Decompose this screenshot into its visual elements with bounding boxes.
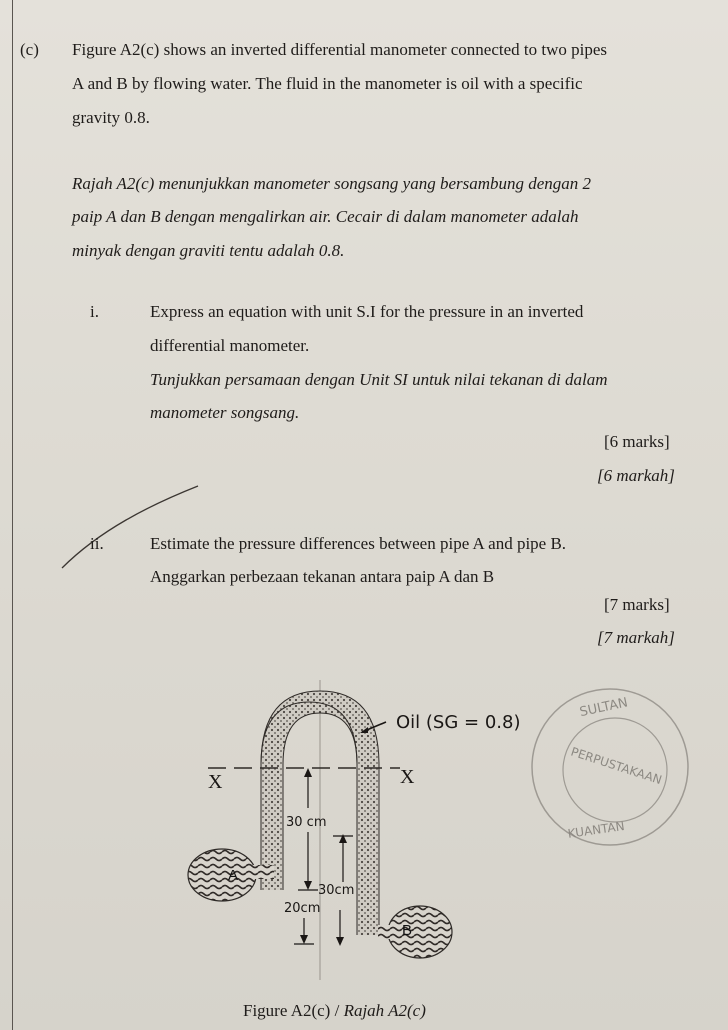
x-label-left: X [208,771,223,793]
q1-number: i. [90,302,99,321]
q1-en-line-2: differential manometer. [150,336,310,355]
q1-marks-ms: [6 markah] [597,466,675,485]
q2-marks-en: [7 marks] [604,595,670,614]
q1-en-line-1: Express an equation with unit S.I for the pressure in an inverted [150,302,584,321]
margin-line [12,0,13,1030]
intro-ms-line-2: paip A dan B dengan mengalirkan air. Cecair di dalam manometer adalah [72,207,579,226]
dim-30-label: 30 cm [286,815,327,830]
caption-sep: / [330,1001,344,1020]
stamp-top-text: SULTAN [578,695,630,721]
q1-ms-line-2: manometer songsang. [150,403,300,422]
pipe-b-connector [378,925,394,939]
part-label: (c) [20,40,39,59]
pipe-b [388,906,452,958]
stamp-bottom-text: KUANTAN [566,819,626,841]
figure-caption [243,1001,426,1021]
q2-en: Estimate the pressure differences between pipe A and pipe B. [150,534,567,553]
q2-marks-ms: [7 markah] [597,628,675,647]
dim-30b-label: 30cm [318,883,355,898]
intro-ms-line-3: minyak dengan graviti tentu adalah 0.8. [72,241,345,260]
intro-en-line-2: A and B by flowing water. The fluid in the manometer is oil with a specific [72,74,583,93]
caption-ms: Rajah A2(c) [343,1001,426,1020]
dim-20-label: 20cm [284,901,321,916]
pipe-a [188,849,256,901]
caption-en: Figure A2(c) [243,1001,331,1020]
stamp-middle-text: PERPUSTAKAAN [569,744,664,788]
intro-en-line-3: gravity 0.8. [72,108,150,127]
intro-ms-line-1: Rajah A2(c) menunjukkan manometer songsang yang bersambung dengan 2 [72,174,592,193]
pipe-b-label: B [402,922,413,939]
oil-label: Oil (SG = 0.8) [396,712,521,733]
library-stamp [520,682,700,852]
x-label-right: X [400,766,415,788]
pipe-a-connector [250,865,274,879]
pen-stroke [60,480,200,580]
pipe-a-label: A [228,867,239,884]
q2-ms: Anggarkan perbezaan tekanan antara paip A dan B [150,567,495,586]
q2-number: ii. [90,534,104,553]
q1-ms-line-1: Tunjukkan persamaan dengan Unit SI untuk nilai tekanan di dalam [150,370,608,389]
q1-marks-en: [6 marks] [604,432,670,451]
intro-en-line-1: Figure A2(c) shows an inverted differential manometer connected to two pipes [72,40,608,59]
